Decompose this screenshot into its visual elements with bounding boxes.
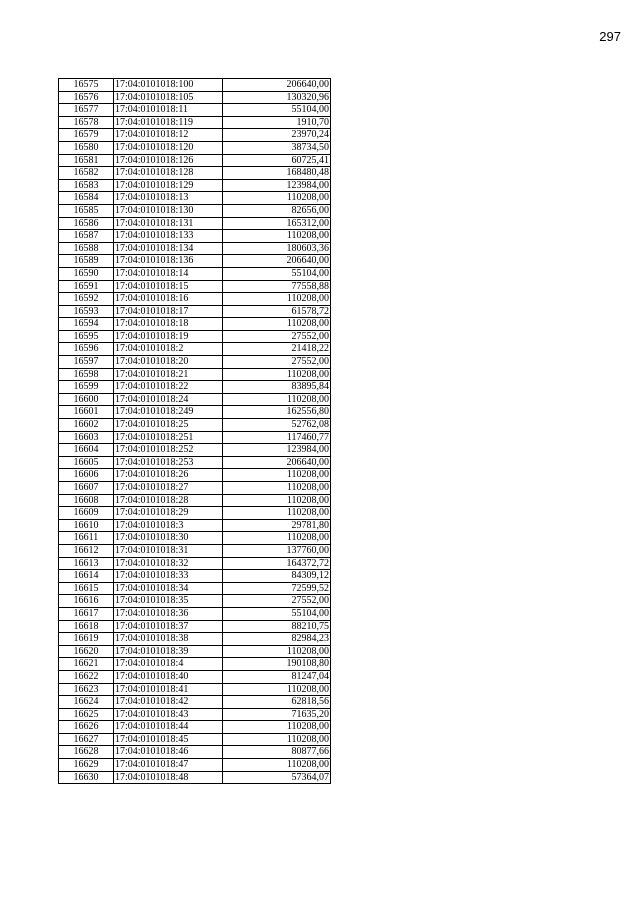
cadastral-number-cell: 17:04:0101018:22 bbox=[114, 381, 223, 394]
row-number-cell: 16614 bbox=[59, 570, 114, 583]
value-cell: 130320,96 bbox=[223, 91, 331, 104]
row-number-cell: 16582 bbox=[59, 167, 114, 180]
cadastral-number-cell: 17:04:0101018:13 bbox=[114, 192, 223, 205]
cadastral-number-cell: 17:04:0101018:19 bbox=[114, 330, 223, 343]
value-cell: 110208,00 bbox=[223, 393, 331, 406]
cadastral-number-cell: 17:04:0101018:27 bbox=[114, 482, 223, 495]
value-cell: 162556,80 bbox=[223, 406, 331, 419]
table-row bbox=[59, 293, 331, 306]
value-cell: 206640,00 bbox=[223, 456, 331, 469]
row-number-cell: 16630 bbox=[59, 771, 114, 784]
row-number-cell: 16596 bbox=[59, 343, 114, 356]
table-row bbox=[59, 356, 331, 369]
table-row bbox=[59, 154, 331, 167]
table-row bbox=[59, 771, 331, 784]
cadastral-number-cell: 17:04:0101018:41 bbox=[114, 683, 223, 696]
cadastral-number-cell: 17:04:0101018:24 bbox=[114, 393, 223, 406]
row-number-cell: 16598 bbox=[59, 368, 114, 381]
value-cell: 38734,50 bbox=[223, 141, 331, 154]
table-row bbox=[59, 393, 331, 406]
cadastral-number-cell: 17:04:0101018:29 bbox=[114, 507, 223, 520]
table-row bbox=[59, 507, 331, 520]
value-cell: 137760,00 bbox=[223, 544, 331, 557]
cadastral-number-cell: 17:04:0101018:28 bbox=[114, 494, 223, 507]
row-number-cell: 16585 bbox=[59, 204, 114, 217]
row-number-cell: 16609 bbox=[59, 507, 114, 520]
row-number-cell: 16608 bbox=[59, 494, 114, 507]
cadastral-number-cell: 17:04:0101018:32 bbox=[114, 557, 223, 570]
table-row bbox=[59, 532, 331, 545]
value-cell: 52762,08 bbox=[223, 419, 331, 432]
table-row bbox=[59, 456, 331, 469]
row-number-cell: 16628 bbox=[59, 746, 114, 759]
cadastral-number-cell: 17:04:0101018:100 bbox=[114, 79, 223, 92]
value-cell: 110208,00 bbox=[223, 733, 331, 746]
cadastral-number-cell: 17:04:0101018:128 bbox=[114, 167, 223, 180]
row-number-cell: 16600 bbox=[59, 393, 114, 406]
table-row bbox=[59, 595, 331, 608]
table-row bbox=[59, 368, 331, 381]
row-number-cell: 16593 bbox=[59, 305, 114, 318]
row-number-cell: 16627 bbox=[59, 733, 114, 746]
table-row bbox=[59, 217, 331, 230]
row-number-cell: 16620 bbox=[59, 645, 114, 658]
data-table bbox=[58, 78, 331, 784]
value-cell: 71635,20 bbox=[223, 708, 331, 721]
table-row bbox=[59, 431, 331, 444]
cadastral-number-cell: 17:04:0101018:30 bbox=[114, 532, 223, 545]
row-number-cell: 16601 bbox=[59, 406, 114, 419]
value-cell: 168480,48 bbox=[223, 167, 331, 180]
cadastral-number-cell: 17:04:0101018:133 bbox=[114, 230, 223, 243]
cadastral-number-cell: 17:04:0101018:134 bbox=[114, 242, 223, 255]
value-cell: 110208,00 bbox=[223, 494, 331, 507]
table-row bbox=[59, 683, 331, 696]
value-cell: 62818,56 bbox=[223, 696, 331, 709]
table-row bbox=[59, 91, 331, 104]
cadastral-number-cell: 17:04:0101018:46 bbox=[114, 746, 223, 759]
row-number-cell: 16629 bbox=[59, 759, 114, 772]
row-number-cell: 16589 bbox=[59, 255, 114, 268]
cadastral-number-cell: 17:04:0101018:44 bbox=[114, 721, 223, 734]
row-number-cell: 16588 bbox=[59, 242, 114, 255]
cadastral-number-cell: 17:04:0101018:136 bbox=[114, 255, 223, 268]
value-cell: 206640,00 bbox=[223, 79, 331, 92]
row-number-cell: 16604 bbox=[59, 444, 114, 457]
table-row bbox=[59, 204, 331, 217]
table-row bbox=[59, 544, 331, 557]
table-row bbox=[59, 620, 331, 633]
cadastral-number-cell: 17:04:0101018:39 bbox=[114, 645, 223, 658]
cadastral-number-cell: 17:04:0101018:105 bbox=[114, 91, 223, 104]
table-row bbox=[59, 267, 331, 280]
value-cell: 117460,77 bbox=[223, 431, 331, 444]
value-cell: 77558,88 bbox=[223, 280, 331, 293]
cadastral-number-cell: 17:04:0101018:33 bbox=[114, 570, 223, 583]
row-number-cell: 16592 bbox=[59, 293, 114, 306]
cadastral-number-cell: 17:04:0101018:252 bbox=[114, 444, 223, 457]
table-body bbox=[59, 79, 331, 784]
table-row bbox=[59, 280, 331, 293]
row-number-cell: 16602 bbox=[59, 419, 114, 432]
cadastral-number-cell: 17:04:0101018:37 bbox=[114, 620, 223, 633]
cadastral-number-cell: 17:04:0101018:40 bbox=[114, 670, 223, 683]
row-number-cell: 16622 bbox=[59, 670, 114, 683]
table-row bbox=[59, 645, 331, 658]
row-number-cell: 16595 bbox=[59, 330, 114, 343]
row-number-cell: 16612 bbox=[59, 544, 114, 557]
value-cell: 57364,07 bbox=[223, 771, 331, 784]
table-row bbox=[59, 633, 331, 646]
cadastral-number-cell: 17:04:0101018:38 bbox=[114, 633, 223, 646]
value-cell: 84309,12 bbox=[223, 570, 331, 583]
table-row bbox=[59, 721, 331, 734]
table-row bbox=[59, 179, 331, 192]
cadastral-number-cell: 17:04:0101018:48 bbox=[114, 771, 223, 784]
table-row bbox=[59, 759, 331, 772]
cadastral-number-cell: 17:04:0101018:4 bbox=[114, 658, 223, 671]
row-number-cell: 16579 bbox=[59, 129, 114, 142]
table-row bbox=[59, 494, 331, 507]
value-cell: 110208,00 bbox=[223, 368, 331, 381]
value-cell: 55104,00 bbox=[223, 607, 331, 620]
table-row bbox=[59, 670, 331, 683]
cadastral-number-cell: 17:04:0101018:129 bbox=[114, 179, 223, 192]
table-row bbox=[59, 746, 331, 759]
table-row bbox=[59, 381, 331, 394]
value-cell: 110208,00 bbox=[223, 482, 331, 495]
row-number-cell: 16594 bbox=[59, 318, 114, 331]
cadastral-number-cell: 17:04:0101018:18 bbox=[114, 318, 223, 331]
value-cell: 23970,24 bbox=[223, 129, 331, 142]
row-number-cell: 16591 bbox=[59, 280, 114, 293]
value-cell: 180603,36 bbox=[223, 242, 331, 255]
table-row bbox=[59, 104, 331, 117]
table-row bbox=[59, 242, 331, 255]
row-number-cell: 16575 bbox=[59, 79, 114, 92]
row-number-cell: 16615 bbox=[59, 582, 114, 595]
row-number-cell: 16625 bbox=[59, 708, 114, 721]
table-row bbox=[59, 79, 331, 92]
table-row bbox=[59, 444, 331, 457]
value-cell: 110208,00 bbox=[223, 230, 331, 243]
value-cell: 110208,00 bbox=[223, 293, 331, 306]
table-row bbox=[59, 406, 331, 419]
value-cell: 29781,80 bbox=[223, 519, 331, 532]
cadastral-number-cell: 17:04:0101018:26 bbox=[114, 469, 223, 482]
row-number-cell: 16597 bbox=[59, 356, 114, 369]
cadastral-number-cell: 17:04:0101018:45 bbox=[114, 733, 223, 746]
table-row bbox=[59, 696, 331, 709]
row-number-cell: 16606 bbox=[59, 469, 114, 482]
value-cell: 55104,00 bbox=[223, 104, 331, 117]
table-row bbox=[59, 557, 331, 570]
value-cell: 190108,80 bbox=[223, 658, 331, 671]
row-number-cell: 16581 bbox=[59, 154, 114, 167]
value-cell: 165312,00 bbox=[223, 217, 331, 230]
row-number-cell: 16610 bbox=[59, 519, 114, 532]
row-number-cell: 16586 bbox=[59, 217, 114, 230]
table-row bbox=[59, 482, 331, 495]
row-number-cell: 16621 bbox=[59, 658, 114, 671]
table-row bbox=[59, 116, 331, 129]
cadastral-number-cell: 17:04:0101018:14 bbox=[114, 267, 223, 280]
value-cell: 123984,00 bbox=[223, 179, 331, 192]
value-cell: 81247,04 bbox=[223, 670, 331, 683]
row-number-cell: 16626 bbox=[59, 721, 114, 734]
value-cell: 110208,00 bbox=[223, 507, 331, 520]
cadastral-number-cell: 17:04:0101018:15 bbox=[114, 280, 223, 293]
cadastral-number-cell: 17:04:0101018:12 bbox=[114, 129, 223, 142]
table-row bbox=[59, 469, 331, 482]
value-cell: 82656,00 bbox=[223, 204, 331, 217]
row-number-cell: 16616 bbox=[59, 595, 114, 608]
row-number-cell: 16584 bbox=[59, 192, 114, 205]
cadastral-number-cell: 17:04:0101018:36 bbox=[114, 607, 223, 620]
value-cell: 110208,00 bbox=[223, 192, 331, 205]
table-row bbox=[59, 230, 331, 243]
row-number-cell: 16577 bbox=[59, 104, 114, 117]
value-cell: 88210,75 bbox=[223, 620, 331, 633]
cadastral-number-cell: 17:04:0101018:21 bbox=[114, 368, 223, 381]
cadastral-number-cell: 17:04:0101018:16 bbox=[114, 293, 223, 306]
value-cell: 110208,00 bbox=[223, 318, 331, 331]
table-row bbox=[59, 419, 331, 432]
cadastral-number-cell: 17:04:0101018:130 bbox=[114, 204, 223, 217]
cadastral-number-cell: 17:04:0101018:126 bbox=[114, 154, 223, 167]
table-row bbox=[59, 519, 331, 532]
cadastral-number-cell: 17:04:0101018:251 bbox=[114, 431, 223, 444]
value-cell: 1910,70 bbox=[223, 116, 331, 129]
row-number-cell: 16587 bbox=[59, 230, 114, 243]
row-number-cell: 16613 bbox=[59, 557, 114, 570]
table-row bbox=[59, 305, 331, 318]
row-number-cell: 16578 bbox=[59, 116, 114, 129]
cadastral-number-cell: 17:04:0101018:42 bbox=[114, 696, 223, 709]
cadastral-number-cell: 17:04:0101018:131 bbox=[114, 217, 223, 230]
cadastral-number-cell: 17:04:0101018:43 bbox=[114, 708, 223, 721]
row-number-cell: 16583 bbox=[59, 179, 114, 192]
table-row bbox=[59, 330, 331, 343]
value-cell: 123984,00 bbox=[223, 444, 331, 457]
cadastral-number-cell: 17:04:0101018:25 bbox=[114, 419, 223, 432]
value-cell: 27552,00 bbox=[223, 595, 331, 608]
value-cell: 27552,00 bbox=[223, 330, 331, 343]
cadastral-number-cell: 17:04:0101018:34 bbox=[114, 582, 223, 595]
row-number-cell: 16607 bbox=[59, 482, 114, 495]
value-cell: 164372,72 bbox=[223, 557, 331, 570]
cadastral-number-cell: 17:04:0101018:47 bbox=[114, 759, 223, 772]
value-cell: 80877,66 bbox=[223, 746, 331, 759]
value-cell: 110208,00 bbox=[223, 721, 331, 734]
cadastral-number-cell: 17:04:0101018:119 bbox=[114, 116, 223, 129]
cadastral-number-cell: 17:04:0101018:3 bbox=[114, 519, 223, 532]
row-number-cell: 16623 bbox=[59, 683, 114, 696]
table-row bbox=[59, 708, 331, 721]
table-row bbox=[59, 607, 331, 620]
value-cell: 110208,00 bbox=[223, 532, 331, 545]
row-number-cell: 16617 bbox=[59, 607, 114, 620]
cadastral-number-cell: 17:04:0101018:35 bbox=[114, 595, 223, 608]
value-cell: 206640,00 bbox=[223, 255, 331, 268]
table-row bbox=[59, 733, 331, 746]
table-row bbox=[59, 318, 331, 331]
table-row bbox=[59, 658, 331, 671]
value-cell: 72599,52 bbox=[223, 582, 331, 595]
table-row bbox=[59, 343, 331, 356]
row-number-cell: 16603 bbox=[59, 431, 114, 444]
page-number: 297 bbox=[599, 29, 621, 44]
cadastral-number-cell: 17:04:0101018:120 bbox=[114, 141, 223, 154]
cadastral-number-cell: 17:04:0101018:17 bbox=[114, 305, 223, 318]
table-row bbox=[59, 255, 331, 268]
value-cell: 61578,72 bbox=[223, 305, 331, 318]
value-cell: 110208,00 bbox=[223, 469, 331, 482]
table-row bbox=[59, 129, 331, 142]
row-number-cell: 16605 bbox=[59, 456, 114, 469]
value-cell: 82984,23 bbox=[223, 633, 331, 646]
cadastral-number-cell: 17:04:0101018:31 bbox=[114, 544, 223, 557]
cadastral-number-cell: 17:04:0101018:249 bbox=[114, 406, 223, 419]
table-row bbox=[59, 167, 331, 180]
row-number-cell: 16599 bbox=[59, 381, 114, 394]
row-number-cell: 16580 bbox=[59, 141, 114, 154]
cadastral-number-cell: 17:04:0101018:253 bbox=[114, 456, 223, 469]
row-number-cell: 16590 bbox=[59, 267, 114, 280]
cadastral-number-cell: 17:04:0101018:20 bbox=[114, 356, 223, 369]
row-number-cell: 16576 bbox=[59, 91, 114, 104]
cadastral-number-cell: 17:04:0101018:11 bbox=[114, 104, 223, 117]
value-cell: 110208,00 bbox=[223, 645, 331, 658]
value-cell: 110208,00 bbox=[223, 759, 331, 772]
value-cell: 55104,00 bbox=[223, 267, 331, 280]
row-number-cell: 16619 bbox=[59, 633, 114, 646]
table-row bbox=[59, 141, 331, 154]
table-row bbox=[59, 570, 331, 583]
value-cell: 110208,00 bbox=[223, 683, 331, 696]
row-number-cell: 16618 bbox=[59, 620, 114, 633]
row-number-cell: 16624 bbox=[59, 696, 114, 709]
row-number-cell: 16611 bbox=[59, 532, 114, 545]
table-row bbox=[59, 192, 331, 205]
value-cell: 60725,41 bbox=[223, 154, 331, 167]
value-cell: 21418,22 bbox=[223, 343, 331, 356]
table-row bbox=[59, 582, 331, 595]
value-cell: 27552,00 bbox=[223, 356, 331, 369]
cadastral-number-cell: 17:04:0101018:2 bbox=[114, 343, 223, 356]
value-cell: 83895,84 bbox=[223, 381, 331, 394]
